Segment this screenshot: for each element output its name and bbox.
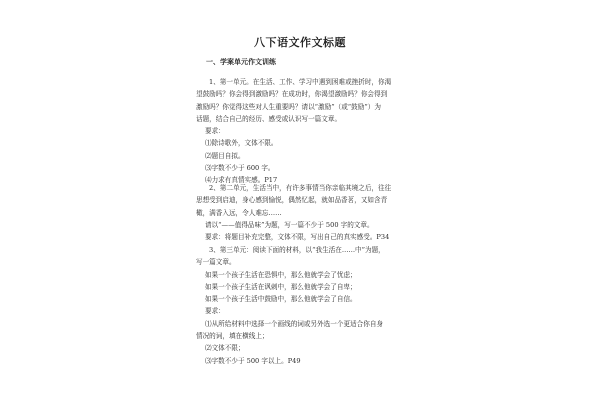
unit1-requirement-item: ⑶字数不少于 600 字。	[205, 164, 275, 173]
unit3-material-line: 如果一个孩子生活中鼓励中，那么他就学会了自信。	[205, 295, 357, 304]
section-heading: 一、学案单元作文训练	[206, 57, 276, 66]
unit3-requirement-item: ⑶字数不少于 500 字以上。P49	[205, 356, 301, 365]
unit1-line: 激励吗？你觉得这些对人生重要吗？请以“激励”（或“鼓励”）为	[196, 102, 381, 111]
unit2-requirements-line: 要求：将题目补充完整，文体不限，写出自己的真实感受。P34	[205, 233, 390, 242]
unit2-line: 橄，满香入远，令人难忘……	[196, 208, 282, 217]
unit3-material-line: 如果一个孩子生活在讽刺中，那么他就学会了自卑；	[205, 282, 357, 291]
unit3-requirement-item: ⑵文体不限；	[205, 344, 245, 353]
unit3-requirements-label: 要求：	[205, 307, 225, 316]
unit1-requirement-item: ⑴除诗歌外，文体不限。	[205, 139, 278, 148]
unit2-line: 2、第二单元，生活当中，有许多事情当你亲临其境之后，往往	[209, 184, 392, 192]
unit1-line: 望鼓励吗？你会得到激励吗？在成功时，你渴望激励吗？你会得到	[196, 90, 388, 99]
unit3-material-line: 如果一个孩子生活在恐惧中，那么他就学会了忧虑；	[205, 270, 357, 279]
document-title: 八下语文作文标题	[254, 36, 346, 49]
unit1-requirement-item: ⑷力求有真情实感。P17	[205, 176, 278, 185]
unit3-line: 写一篇文章。	[196, 258, 236, 267]
unit2-block	[196, 182, 428, 243]
unit2-line: 思想受到启迪，身心感到愉悦，偶然忆起，就如品香茗，又如含青	[196, 196, 388, 205]
unit1-requirement-item: ⑵题目自拟。	[205, 151, 245, 160]
unit1-line: 话题，结合自己的经历、感受或认识写一篇文章。	[196, 114, 342, 123]
unit2-line: 请以“——值得品味”为题，写一篇不少于 500 字的文章。	[205, 220, 374, 229]
unit3-block	[196, 244, 428, 367]
unit3-requirement-item: 情况的词，填在横线上；	[196, 332, 269, 341]
unit1-line: 1、第一单元。在生活、工作、学习中遇到困难或挫折时，你渴	[209, 78, 392, 86]
unit3-requirement-item: ⑴从所给材料中选择一个画线的词或另外选一个更适合你自身	[205, 319, 384, 328]
unit1-requirements-label: 要求：	[205, 127, 225, 136]
unit1-block	[196, 76, 428, 187]
unit3-line: 3、第三单元：阅读下面的材料，以“我生活在……中”为题，	[209, 246, 385, 254]
